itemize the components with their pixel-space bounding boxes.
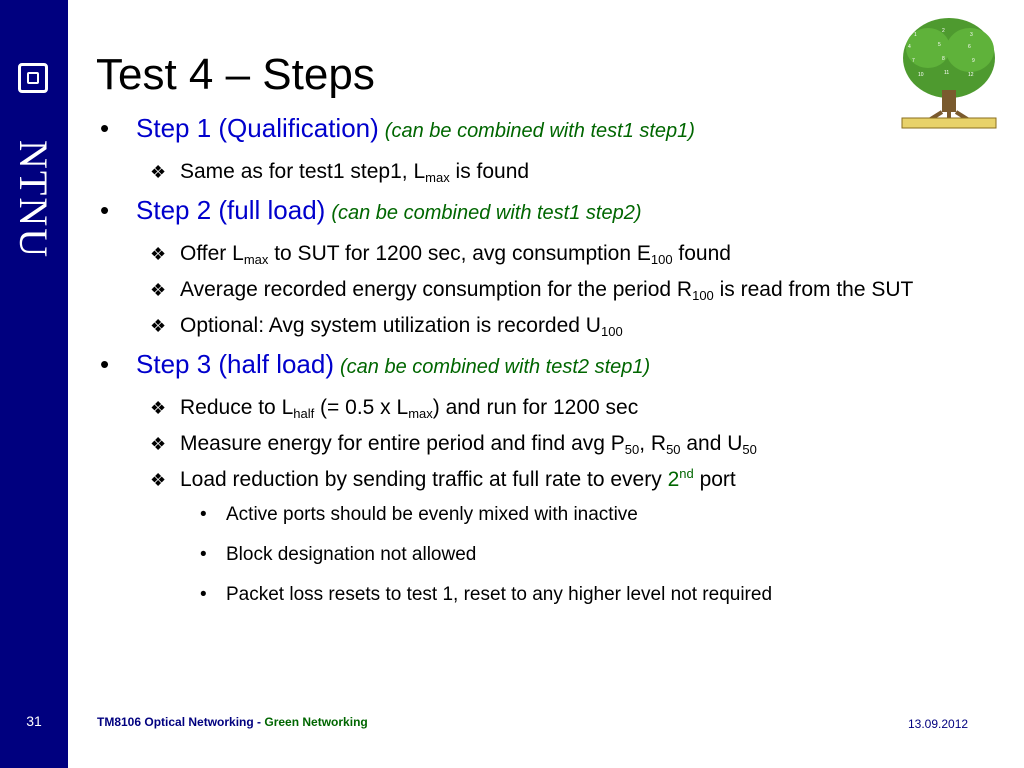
diamond-bullet-icon: ❖ <box>150 280 167 300</box>
bullet-icon: • <box>200 584 207 605</box>
diamond-bullet-icon: ❖ <box>150 316 167 336</box>
subscript: 100 <box>600 324 623 339</box>
tree-label: 8 <box>942 56 945 62</box>
diamond-bullet-icon: ❖ <box>150 434 167 454</box>
sidebar <box>0 0 68 768</box>
step-1-item-1 <box>96 158 972 186</box>
ntnu-logo-text: NTNU <box>11 140 56 260</box>
diamond-bullet-icon: ❖ <box>150 244 167 264</box>
bullet-icon: • <box>100 113 110 143</box>
item-text: found <box>672 242 731 265</box>
step-2-item-1 <box>96 240 972 268</box>
item-text: Average recorded energy consumption for the period R <box>180 278 693 301</box>
item-text: Reduce to L <box>180 396 294 419</box>
tree-label: 5 <box>938 42 941 48</box>
step-1-heading <box>96 112 972 148</box>
step-2-item-2 <box>96 276 972 304</box>
ntnu-logo-icon <box>18 63 48 93</box>
subscript: max <box>408 406 433 421</box>
item-text: and U <box>680 432 743 455</box>
subitem-text: Packet loss resets to test 1, reset to any higher level not required <box>226 584 773 605</box>
step-3-subitem-1 <box>96 502 972 528</box>
item-text: ) and run for 1200 sec <box>432 396 639 419</box>
item-text: Optional: Avg system utilization is recorded U <box>180 314 601 337</box>
subscript: 50 <box>666 442 681 457</box>
item-text: Offer L <box>180 242 244 265</box>
tree-label: 1 <box>914 32 917 38</box>
tree-label: 12 <box>968 72 974 78</box>
step-2-heading <box>96 194 972 230</box>
tree-label: 11 <box>944 70 950 76</box>
item-text: (= 0.5 x L <box>314 396 409 419</box>
step-3-subitem-3 <box>96 582 972 608</box>
footer-course <box>97 715 368 729</box>
step-note: (can be combined with test1 step2) <box>331 202 642 224</box>
tree-label: 2 <box>942 28 945 34</box>
item-text: port <box>693 468 736 491</box>
item-text: is found <box>449 160 530 183</box>
tree-label: 3 <box>970 32 973 38</box>
step-3-item-3 <box>96 466 972 494</box>
subscript: half <box>293 406 315 421</box>
item-text: to SUT for 1200 sec, avg consumption E <box>268 242 651 265</box>
subscript: 50 <box>624 442 640 457</box>
subscript: 100 <box>650 252 673 267</box>
item-text: Load reduction by sending traffic at full rate to every <box>180 468 668 491</box>
subscript: 100 <box>692 288 714 303</box>
bullet-icon: • <box>100 195 110 225</box>
step-note: (can be combined with test1 step1) <box>384 120 695 142</box>
subitem-text: Block designation not allowed <box>226 544 477 565</box>
step-2-item-3 <box>96 312 972 340</box>
step-3-heading <box>96 348 972 384</box>
subscript: max <box>243 252 269 267</box>
tree-label: 10 <box>918 72 924 78</box>
diamond-bullet-icon: ❖ <box>150 398 167 418</box>
footer-date: 13.09.2012 <box>908 717 969 731</box>
step-3-subitem-2 <box>96 542 972 568</box>
item-text: Same as for test1 step1, L <box>180 160 426 183</box>
bullet-icon: • <box>200 504 207 525</box>
tree-label: 9 <box>972 58 975 64</box>
tree-label: 4 <box>908 44 911 50</box>
tree-label: 7 <box>912 58 915 64</box>
course-topic: Green Networking <box>264 715 368 729</box>
slide-title: Test 4 – Steps <box>96 50 375 99</box>
step-3-item-2 <box>96 430 972 458</box>
bullet-icon: • <box>100 349 110 379</box>
subscript: 50 <box>742 442 757 457</box>
diamond-bullet-icon: ❖ <box>150 162 167 182</box>
subscript: max <box>425 170 450 185</box>
tree-label: 6 <box>968 44 971 50</box>
subitem-text: Active ports should be evenly mixed with inactive <box>226 504 638 525</box>
superscript: nd <box>679 466 694 481</box>
emphasis-number: 2 <box>667 468 680 491</box>
item-text: is read from the SUT <box>713 278 914 301</box>
item-text: , R <box>639 432 667 455</box>
slide-content <box>96 112 972 622</box>
course-name: TM8106 Optical Networking - <box>97 715 265 729</box>
step-note: (can be combined with test2 step1) <box>340 356 651 378</box>
step-label: Step 2 (full load) <box>136 195 326 225</box>
slide-number: 31 <box>26 713 42 729</box>
item-text: Measure energy for entire period and find avg P <box>180 432 625 455</box>
step-label: Step 3 (half load) <box>136 349 335 379</box>
bullet-icon: • <box>200 544 207 565</box>
diamond-bullet-icon: ❖ <box>150 470 167 490</box>
step-label: Step 1 (Qualification) <box>136 113 379 143</box>
step-3-item-1 <box>96 394 972 422</box>
